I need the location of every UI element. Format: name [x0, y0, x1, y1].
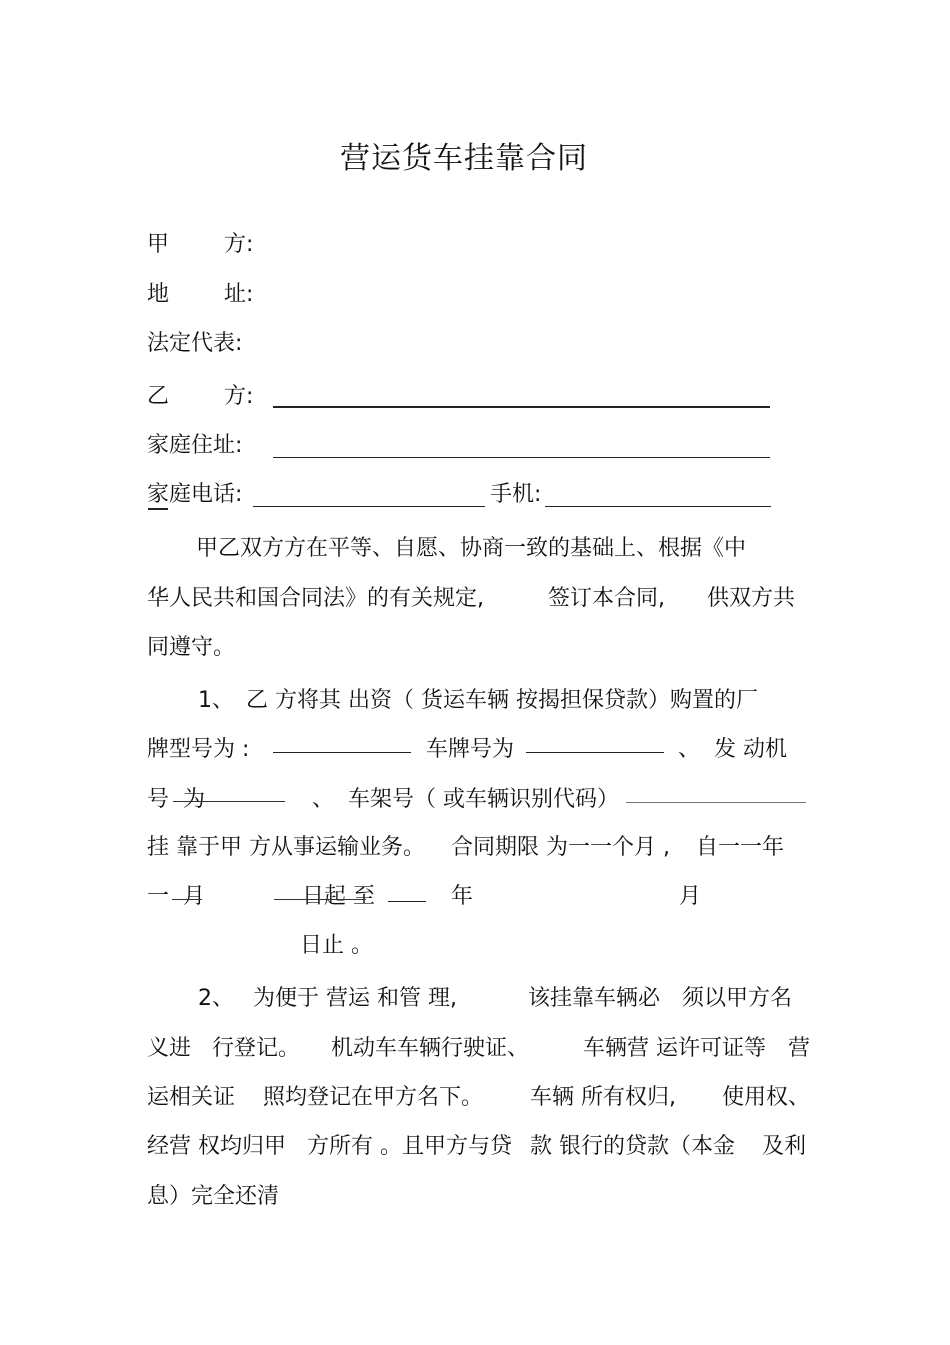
start-month-blank: [172, 899, 202, 900]
clause-1-sep-1: 、: [678, 737, 701, 762]
brand-model-blank: [273, 752, 411, 753]
document-title: 营运货车挂靠合同: [340, 141, 588, 176]
clause-1-frame-label: 车架号（ 或车辆识别代码）: [348, 787, 619, 812]
clause-1-date-year: 年: [451, 884, 474, 909]
party-b-mobile-label: 手机:: [490, 482, 542, 507]
clause-1-engine-label-2a: 号: [147, 787, 170, 812]
preamble-line-1: 甲乙双方方在平等、自愿、协商一致的基础上、根据《中: [196, 536, 747, 561]
clause-1-line-4a: 挂 靠于甲 方从事运输业务。: [147, 835, 425, 860]
engine-number-blank: [173, 801, 285, 802]
party-a-legal-rep-label: 法定代表:: [147, 331, 243, 356]
clause-1-engine-label-2b: 为: [183, 787, 206, 812]
preamble-line-2c: 供双方共: [707, 586, 796, 611]
clause-2-line-1c: 须以甲方名: [682, 986, 793, 1011]
party-b-home-phone-blank: [253, 506, 485, 507]
clause-1-number: 1、: [198, 688, 234, 713]
party-b-mobile-blank: [545, 506, 771, 507]
end-year-blank: [388, 901, 426, 902]
clause-2-line-1a: 为便于 营运 和管 理,: [253, 986, 457, 1011]
clause-1-engine-label: 发 动机: [714, 737, 787, 762]
clause-1-date-month-1: 月: [183, 884, 206, 909]
clause-2-line-2e: 营: [788, 1036, 811, 1061]
clause-2-line-3c: 车辆 所有权归,: [530, 1085, 676, 1110]
party-a-address-label-2: 址:: [224, 282, 254, 307]
clause-2-line-2b: 行登记。: [212, 1036, 301, 1061]
clause-1-brand-label: 牌型号为 :: [147, 737, 250, 762]
clause-1-date-month-2: 月: [679, 884, 702, 909]
party-b-name-blank: [273, 406, 770, 408]
clause-1-line-4b: 合同期限 为一一个月 ,: [451, 835, 670, 860]
clause-2-line-4c: 款 银行的贷款（本金: [530, 1134, 735, 1159]
clause-2-line-3a: 运相关证: [147, 1085, 236, 1110]
frame-number-blank: [626, 802, 806, 803]
clause-2-line-4b: 方所有 。且甲方与贷: [307, 1134, 512, 1159]
start-day-blank: [274, 899, 366, 900]
clause-1-date-yi: 一: [147, 884, 170, 909]
party-b-label-1: 乙: [147, 384, 170, 409]
party-b-home-phone-label: 家庭电话:: [147, 482, 243, 507]
clause-2-line-5: 息）完全还清: [147, 1184, 280, 1209]
clause-2-number: 2、: [198, 986, 234, 1011]
party-a-address-label-1: 地: [147, 282, 170, 307]
clause-1-line-4c: 自一一年: [696, 835, 785, 860]
clause-2-line-2d: 车辆营 运许可证等: [583, 1036, 766, 1061]
party-a-label-1: 甲: [147, 232, 170, 257]
party-a-label-2: 方:: [224, 232, 254, 257]
clause-2-line-1b: 该挂靠车辆必: [528, 986, 661, 1011]
preamble-line-2b: 签订本合同,: [548, 586, 665, 611]
preamble-line-2a: 华人民共和国合同法》的有关规定,: [147, 586, 484, 611]
clause-1-plate-label: 车牌号为: [426, 737, 515, 762]
clause-1-date-day-start: 日起 至: [302, 884, 375, 909]
preamble-line-3: 同遵守。: [147, 635, 236, 660]
clause-2-line-2c: 机动车车辆行驶证、: [331, 1036, 530, 1061]
clause-2-line-4d: 及利: [762, 1134, 807, 1159]
party-b-home-address-label: 家庭住址:: [147, 433, 243, 458]
clause-2-line-2a: 义进: [147, 1036, 192, 1061]
clause-2-line-3b: 照均登记在甲方名下。: [263, 1085, 484, 1110]
clause-1-sep-2: 、: [312, 787, 335, 812]
home-phone-underline-mark: [148, 508, 168, 510]
clause-2-line-4a: 经营 权均归甲: [147, 1134, 286, 1159]
clause-1-line-1: 乙 方将其 出资（ 货运车辆 按揭担保贷款）购置的厂: [246, 688, 758, 713]
plate-number-blank: [526, 752, 664, 753]
clause-2-line-3d: 使用权、: [722, 1085, 811, 1110]
party-b-label-2: 方:: [224, 384, 254, 409]
clause-1-date-day-end: 日止 。: [300, 933, 373, 958]
party-b-home-address-blank: [273, 457, 770, 458]
